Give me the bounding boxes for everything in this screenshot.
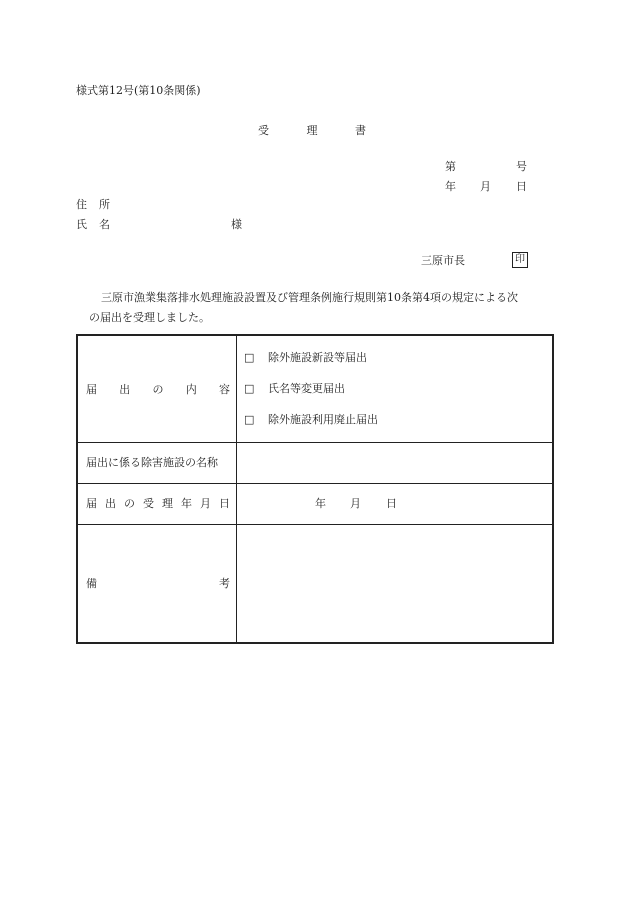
- label-char: 備: [86, 577, 97, 590]
- checkbox[interactable]: □: [244, 413, 255, 426]
- receipt-date-year: 年: [315, 497, 326, 510]
- body-text-line-1: 三原市漁業集落排水処理施設設置及び管理条例施行規則第10条第4項の規定による次: [101, 291, 518, 304]
- label-char: 届: [86, 383, 97, 396]
- label-char: 内: [185, 383, 197, 396]
- notification-table: [76, 334, 554, 644]
- option-label: 除外施設新設等届出: [268, 351, 367, 364]
- address-label: [76, 198, 110, 212]
- label-char: 月: [200, 497, 211, 510]
- remarks-label: [86, 577, 230, 591]
- address-label-char: 所: [99, 198, 110, 211]
- issuer-title: 三原市長: [421, 254, 465, 267]
- body-text-line-2: の届出を受理しました。: [89, 311, 210, 324]
- label-char: 出: [119, 383, 131, 396]
- name-label-char: 氏: [76, 218, 87, 231]
- label-char: 届: [86, 497, 97, 510]
- doc-number-dai: 第: [445, 160, 456, 173]
- checkbox[interactable]: □: [244, 382, 255, 395]
- label-char: 年: [181, 497, 192, 510]
- remarks-value[interactable]: [240, 536, 550, 636]
- row-divider: [78, 483, 552, 484]
- address-label-char: 住: [76, 198, 87, 211]
- option-facility-discontinued[interactable]: [244, 413, 378, 427]
- date-month: 月: [480, 180, 491, 193]
- receipt-date-day: 日: [386, 497, 397, 510]
- title-char: 受: [258, 124, 269, 137]
- checkbox[interactable]: □: [244, 351, 255, 364]
- name-label-char: 名: [99, 218, 110, 231]
- form-number: 様式第12号(第10条関係): [76, 84, 201, 97]
- seal-stamp: 印: [512, 252, 528, 268]
- label-char: 考: [219, 577, 230, 590]
- doc-number-go: 号: [516, 160, 527, 173]
- facility-name-value[interactable]: [240, 456, 550, 470]
- title-char: 書: [355, 124, 366, 137]
- date-year: 年: [445, 180, 456, 193]
- honorific-sama: 様: [231, 218, 242, 231]
- receipt-date-label: [86, 497, 230, 511]
- label-char: 出: [105, 497, 116, 510]
- label-char: の: [124, 497, 135, 510]
- option-name-change[interactable]: [244, 382, 345, 396]
- option-new-facility[interactable]: [244, 351, 367, 365]
- name-label: [76, 218, 110, 232]
- date-day: 日: [516, 180, 527, 193]
- row-divider: [78, 524, 552, 525]
- column-divider: [236, 336, 237, 642]
- option-label: 氏名等変更届出: [268, 382, 345, 395]
- option-label: 除外施設利用廃止届出: [268, 413, 378, 426]
- label-char: 理: [162, 497, 173, 510]
- row-divider: [78, 442, 552, 443]
- document-title: [258, 124, 366, 138]
- label-char: 容: [219, 383, 230, 396]
- label-char: 日: [219, 497, 230, 510]
- label-char: 受: [143, 497, 154, 510]
- facility-name-label: 届出に係る除害施設の名称: [86, 456, 218, 469]
- notification-content-label: [86, 383, 230, 397]
- receipt-date-month: 月: [350, 497, 361, 510]
- label-char: の: [152, 383, 164, 396]
- title-char: 理: [306, 124, 318, 137]
